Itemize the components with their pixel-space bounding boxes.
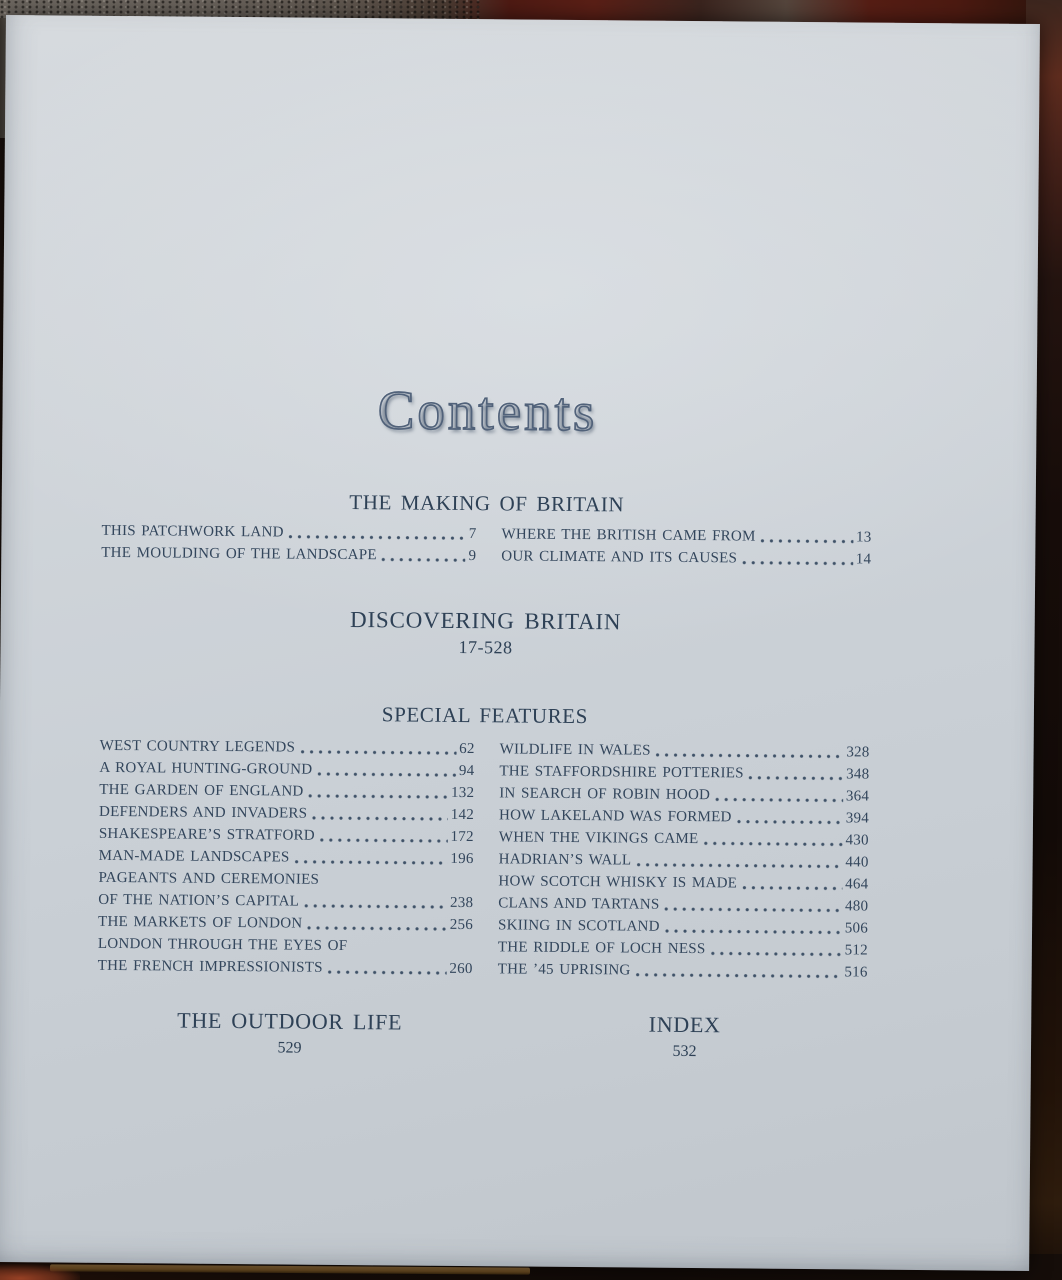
- toc-entry-page: 256: [449, 916, 474, 934]
- toc-entry-label: HOW LAKELAND WAS FORMED: [498, 807, 732, 826]
- toc-entry-label: CLANS AND TARTANS: [498, 895, 660, 913]
- toc-entry: [98, 888, 473, 913]
- page-title: Contents: [377, 379, 598, 443]
- special-left-column: [98, 734, 475, 979]
- toc-entry-label: HOW SCOTCH WHISKY IS MADE: [498, 873, 738, 892]
- toc-entry-label: PAGEANTS AND CEREMONIES: [98, 869, 320, 888]
- toc-entry-page: 512: [844, 942, 868, 959]
- toc-entry-label: WEST COUNTRY LEGENDS: [99, 737, 296, 756]
- section-index: [482, 1010, 867, 1062]
- toc-entry-label: THE GARDEN OF ENGLAND: [99, 781, 304, 800]
- dot-leader: [312, 816, 448, 822]
- toc-entry: [101, 519, 476, 544]
- toc-entry-page: 348: [846, 766, 870, 783]
- dot-leader: [656, 753, 844, 760]
- toc-entry: [501, 544, 871, 569]
- toc-entry-label: IN SEARCH OF ROBIN HOOD: [499, 785, 711, 804]
- toc-entry-page: 14: [855, 551, 872, 568]
- special-right-column: [498, 737, 870, 982]
- toc-entry-label: THE RIDDLE OF LOCH NESS: [497, 939, 706, 958]
- toc-entry-label: WHERE THE BRITISH CAME FROM: [501, 526, 756, 545]
- toc-entry: [98, 910, 473, 935]
- dot-leader: [635, 973, 841, 980]
- dot-leader: [382, 557, 466, 563]
- special-features-columns: [98, 734, 870, 983]
- bottom-sections: [97, 1007, 867, 1063]
- dot-leader: [320, 838, 448, 844]
- toc-entry-page: 7: [468, 526, 477, 543]
- toc-entry-label: HADRIAN’S WALL: [498, 851, 632, 869]
- toc-entry-page: 506: [844, 920, 869, 937]
- toc-entry-label: THIS PATCHWORK LAND: [101, 522, 284, 541]
- toc-entry-page: 9: [468, 548, 477, 565]
- section-header-making-of-britain: THE MAKING OF BRITAIN: [349, 490, 625, 517]
- dot-leader: [749, 776, 843, 782]
- toc-entry-page: 516: [844, 964, 868, 981]
- toc-entry-label: WHEN THE VIKINGS CAME: [498, 829, 699, 848]
- toc-entry: [499, 847, 869, 872]
- toc-entry: [500, 737, 870, 762]
- toc-entry-page: 328: [846, 744, 870, 761]
- toc-entry-page: 480: [844, 898, 869, 915]
- toc-entry: [499, 759, 869, 784]
- dot-leader: [715, 797, 843, 803]
- section-header-index: INDEX: [648, 1011, 721, 1038]
- toc-entry: [501, 522, 871, 547]
- toc-entry-wrapped-first-line: [98, 866, 473, 891]
- toc-entry: [498, 891, 868, 916]
- toc-entry-page: 440: [845, 854, 869, 871]
- toc-entry: [499, 781, 869, 806]
- toc-entry: [99, 756, 474, 781]
- toc-entry-page: 464: [845, 876, 869, 893]
- toc-entry-label: THE ’45 UPRISING: [497, 961, 631, 979]
- toc-entry-label: OUR CLIMATE AND ITS CAUSES: [501, 548, 738, 567]
- toc-entry-label: SHAKESPEARE’S STRATFORD: [98, 825, 315, 844]
- toc-entry-page: 13: [855, 529, 872, 546]
- toc-entry-page: 364: [845, 788, 870, 805]
- toc-entry: [498, 869, 868, 894]
- toc-entry: [99, 800, 474, 825]
- toc-entry-page: 172: [450, 828, 474, 846]
- carpet-red-corner: [0, 1264, 80, 1280]
- toc-entry: [99, 844, 474, 869]
- book-page: [0, 15, 1040, 1271]
- toc-entry: [101, 541, 476, 566]
- toc-entry-page: 142: [450, 806, 475, 824]
- dot-leader: [304, 904, 447, 910]
- toc-entry-label: MAN-MADE LANDSCAPES: [98, 847, 290, 866]
- toc-entry-label: SKIING IN SCOTLAND: [498, 917, 660, 935]
- dot-leader: [703, 841, 842, 847]
- dot-leader: [665, 929, 842, 936]
- discovering-britain-page-range: 17-528: [458, 636, 513, 658]
- dot-leader: [289, 534, 466, 541]
- dot-leader: [761, 539, 853, 545]
- section-header-special-features: SPECIAL FEATURES: [381, 702, 589, 729]
- making-of-britain-columns: [101, 519, 871, 570]
- toc-entry: [100, 734, 475, 759]
- dot-leader: [742, 885, 842, 891]
- toc-entry-label: THE MARKETS OF LONDON: [98, 913, 303, 932]
- toc-entry-page: 62: [459, 740, 475, 758]
- section-outdoor-life: [97, 1007, 482, 1059]
- dot-leader: [664, 907, 842, 914]
- toc-entry-label: A ROYAL HUNTING-GROUND: [99, 759, 313, 778]
- toc-entry-label: WILDLIFE IN WALES: [499, 741, 651, 759]
- making-left-column: [101, 519, 476, 566]
- toc-entry-page: 132: [450, 784, 475, 802]
- toc-entry-label: THE MOULDING OF THE LANDSCAPE: [101, 544, 377, 564]
- toc-entry-label: OF THE NATION’S CAPITAL: [98, 891, 300, 910]
- toc-entry-page: 260: [449, 960, 473, 978]
- dot-leader: [636, 863, 842, 870]
- toc-entry-label: DEFENDERS AND INVADERS: [98, 803, 308, 822]
- dot-leader: [328, 970, 447, 976]
- section-header-discovering-britain: DISCOVERING BRITAIN: [349, 607, 622, 635]
- making-right-column: [501, 522, 871, 569]
- toc-entry: [99, 822, 474, 847]
- toc-entry-page: 94: [458, 762, 475, 780]
- section-header-outdoor-life: THE OUTDOOR LIFE: [177, 1007, 403, 1035]
- toc-entry: [498, 913, 868, 938]
- outdoor-life-page: 529: [277, 1039, 302, 1057]
- toc-entry: [499, 803, 869, 828]
- contents-layout: [95, 16, 876, 1270]
- toc-entry: [99, 778, 474, 803]
- toc-entry-page: 430: [845, 832, 869, 849]
- toc-entry-label: THE FRENCH IMPRESSIONISTS: [97, 957, 323, 976]
- toc-entry-label: THE STAFFORDSHIRE POTTERIES: [499, 763, 744, 782]
- section-discovering-britain: [100, 605, 870, 662]
- dot-leader: [309, 794, 448, 800]
- dot-leader: [307, 926, 446, 932]
- toc-entry-page: 394: [845, 810, 870, 827]
- toc-entry: [499, 825, 869, 850]
- toc-entry-page: 238: [449, 894, 474, 912]
- dot-leader: [300, 750, 456, 756]
- toc-entry: [498, 957, 868, 982]
- toc-entry-label: LONDON THROUGH THE EYES OF: [97, 935, 348, 955]
- toc-entry-page: 196: [450, 850, 474, 868]
- dot-leader: [294, 860, 447, 866]
- toc-entry-wrapped-first-line: [98, 932, 473, 957]
- dot-leader: [710, 951, 841, 957]
- dot-leader: [737, 819, 843, 825]
- dot-leader: [742, 560, 853, 566]
- dot-leader: [317, 772, 456, 778]
- toc-entry: [498, 935, 868, 960]
- toc-entry: [98, 954, 473, 979]
- index-page: 532: [672, 1042, 697, 1061]
